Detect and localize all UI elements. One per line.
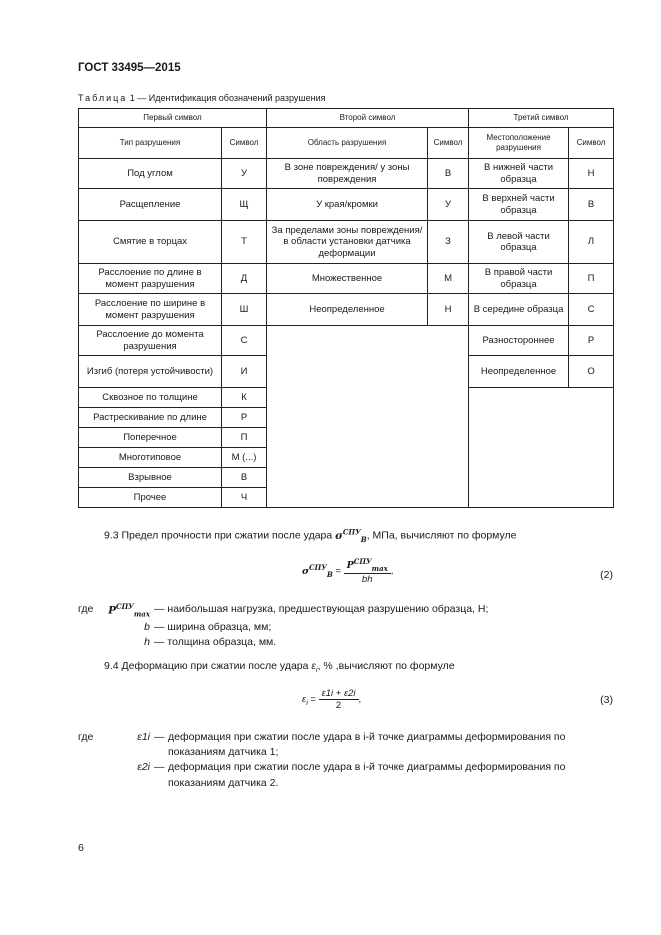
definition-row: где ε1i — деформация при сжатии после удара в i-й точке диаграммы деформирования по показаниям датчика 1;	[78, 730, 608, 760]
third-symbol: П	[569, 264, 614, 294]
first-type: Многотиповое	[79, 448, 222, 468]
first-symbol: Ч	[222, 488, 267, 508]
definition-row: b — ширина образца, мм;	[144, 620, 272, 633]
failure-identification-table	[78, 108, 614, 508]
group-header-second: Второй символ	[267, 109, 469, 128]
second-area: Множественное	[267, 264, 428, 294]
first-symbol: Д	[222, 264, 267, 294]
table-caption-text: 1 — Идентификация обозначений разрушения	[127, 93, 326, 103]
first-symbol: Щ	[222, 189, 267, 221]
third-location: Неопределенное	[469, 356, 569, 388]
first-type: Расщепление	[79, 189, 222, 221]
second-area: У края/кромки	[267, 189, 428, 221]
definition-row: где $P^{СПУ}_{max}$ — наибольшая нагрузка, предшествующая разрушению образца, Н;	[78, 602, 489, 619]
first-symbol: П	[222, 428, 267, 448]
equation-number-3: (3)	[600, 694, 613, 706]
col-header: Символ	[569, 128, 614, 159]
first-type: Сквозное по толщине	[79, 388, 222, 408]
first-type: Смятие в торцах	[79, 221, 222, 264]
table-caption	[78, 93, 326, 103]
document-header: ГОСТ 33495—2015	[78, 62, 181, 74]
third-location: В середине образца	[469, 294, 569, 326]
page-number: 6	[78, 842, 84, 854]
formula-2-definitions	[78, 602, 488, 650]
first-symbol: И	[222, 356, 267, 388]
table-caption-prefix: Таблица	[78, 93, 128, 103]
section-9-3-text: 9.3 Предел прочности при сжатии после удара $\sigma^{СПУ}_В$, МПа, вычисляют по формуле	[104, 527, 517, 544]
second-area: В зоне повреждения/ у зоны повреждения	[267, 159, 428, 189]
first-type: Под углом	[79, 159, 222, 189]
first-symbol: Р	[222, 408, 267, 428]
third-location: В правой части образца	[469, 264, 569, 294]
group-header-third: Третий символ	[469, 109, 614, 128]
third-symbol: Л	[569, 221, 614, 264]
formula-3-definitions	[78, 730, 608, 791]
third-symbol: С	[569, 294, 614, 326]
first-type: Расслоение до момента разрушения	[79, 326, 222, 356]
second-area: За пределами зоны повреждения/в области установки датчика деформации	[267, 221, 428, 264]
third-symbol: Р	[569, 326, 614, 356]
col-header: Символ	[222, 128, 267, 159]
section-9-4-text: 9.4 Деформацию при сжатии после удара $\varepsilon_i$, % ,вычисляют по формуле	[104, 660, 455, 675]
equation-number-2: (2)	[600, 569, 613, 581]
col-header: Символ	[428, 128, 469, 159]
first-symbol: В	[222, 468, 267, 488]
third-symbol: В	[569, 189, 614, 221]
first-type: Изгиб (потеря устойчивости)	[79, 356, 222, 388]
third-location: В левой части образца	[469, 221, 569, 264]
first-symbol: С	[222, 326, 267, 356]
first-type: Поперечное	[79, 428, 222, 448]
third-location: В верхней части образца	[469, 189, 569, 221]
third-symbol: Н	[569, 159, 614, 189]
second-symbol: У	[428, 189, 469, 221]
first-type: Взрывное	[79, 468, 222, 488]
second-symbol: З	[428, 221, 469, 264]
formula-2: $\sigma^{СПУ}_В$ = $\frac{P^{СПУ}_{max}}{bh}$ ,	[302, 557, 394, 586]
definition-row: h — толщина образца, мм.	[144, 635, 277, 648]
first-symbol: Ш	[222, 294, 267, 326]
first-symbol: М (...)	[222, 448, 267, 468]
where-label: где	[78, 603, 94, 615]
group-header-first: Первый символ	[79, 109, 267, 128]
second-symbol: Н	[428, 294, 469, 326]
definition-row: ε2i — деформация при сжатии после удара в i-й точке диаграммы деформирования по показаниям датчика 2.	[137, 761, 566, 789]
first-symbol: У	[222, 159, 267, 189]
second-symbol: М	[428, 264, 469, 294]
second-area: Неопределенное	[267, 294, 428, 326]
second-empty-area	[267, 326, 469, 508]
first-type: Растрескивание по длине	[79, 408, 222, 428]
first-symbol: К	[222, 388, 267, 408]
third-location: В нижней части образца	[469, 159, 569, 189]
col-header: Тип разрушения	[79, 128, 222, 159]
first-type: Расслоение по длине в момент разрушения	[79, 264, 222, 294]
first-type: Прочее	[79, 488, 222, 508]
sigma-symbol: $\sigma^{СПУ}_В$	[335, 527, 367, 544]
formula-3: $\varepsilon_i$ = $\frac{\varepsilon 1i + \varepsilon 2i}{2}$ ,	[302, 688, 362, 711]
col-header: Местоположение разрушения	[469, 128, 569, 159]
third-empty-area	[469, 388, 614, 508]
where-label: где	[78, 731, 94, 743]
third-symbol: О	[569, 356, 614, 388]
second-symbol: В	[428, 159, 469, 189]
col-header: Область разрушения	[267, 128, 428, 159]
third-location: Разностороннее	[469, 326, 569, 356]
first-type: Расслоение по ширине в момент разрушения	[79, 294, 222, 326]
first-symbol: Т	[222, 221, 267, 264]
